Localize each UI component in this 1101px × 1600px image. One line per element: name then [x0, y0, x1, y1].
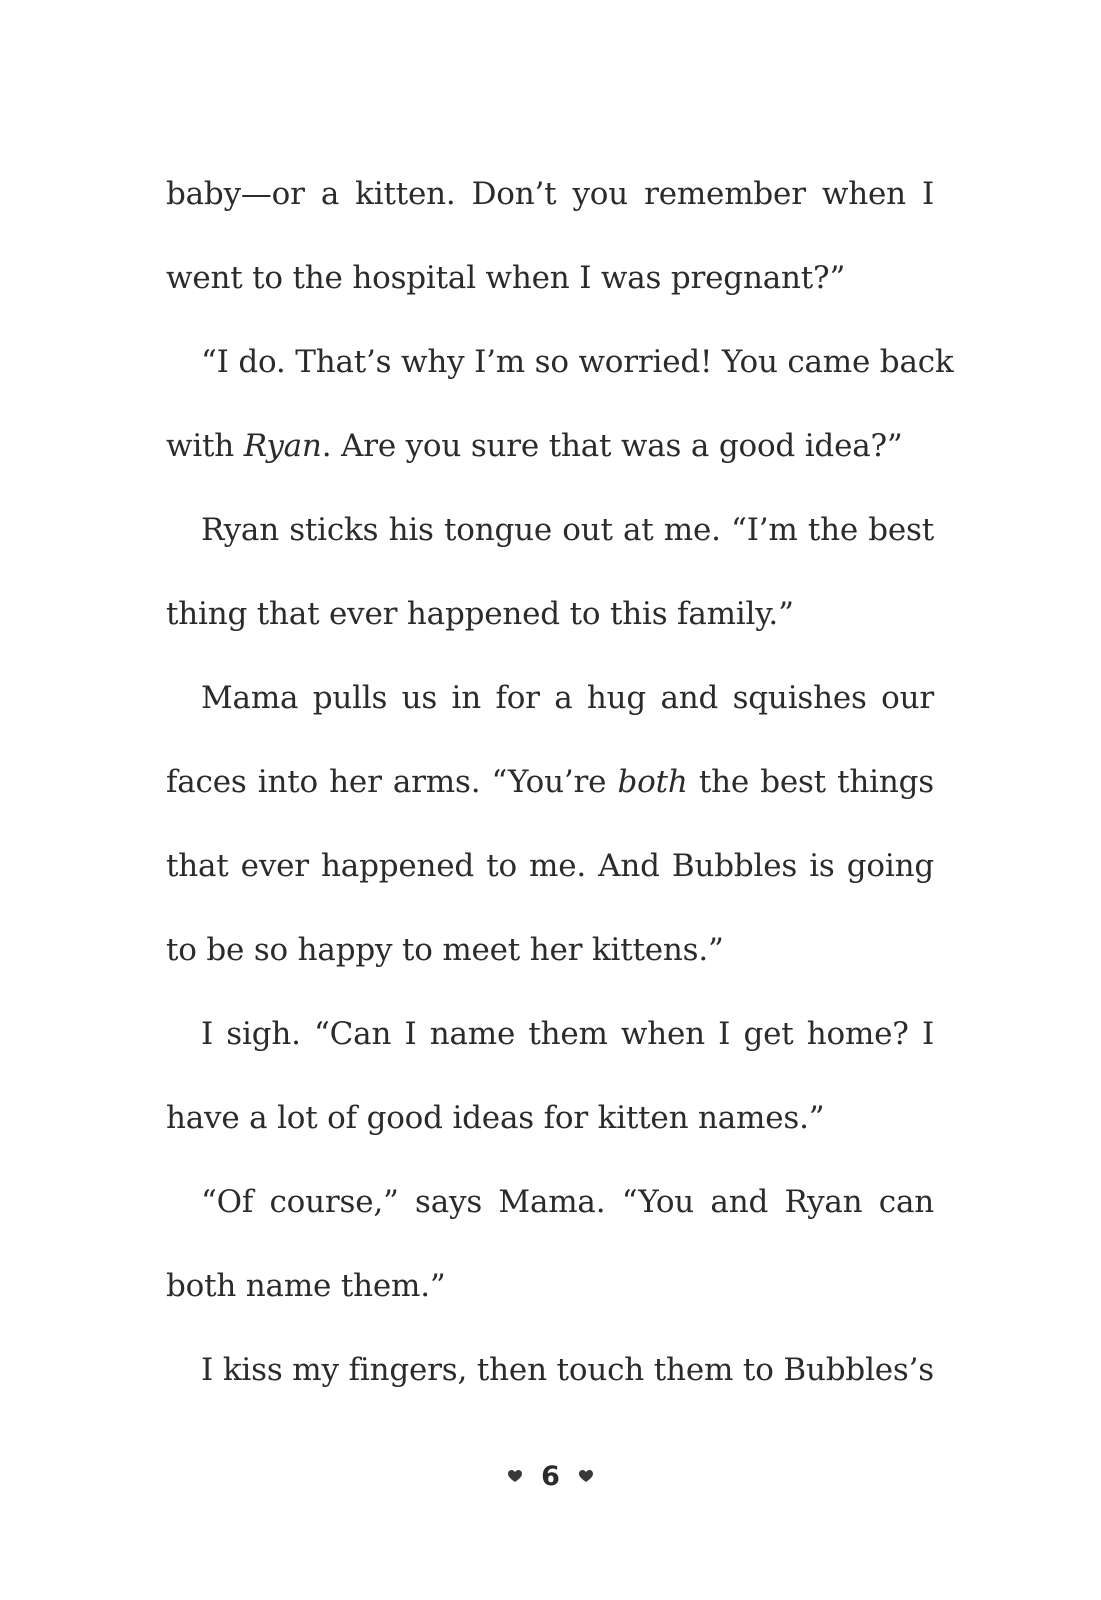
text-line: “Of course,” says Mama. “You and Ryan can: [201, 1184, 934, 1220]
page-footer: [0, 1456, 1101, 1496]
text-line: both name them.”: [166, 1268, 446, 1304]
italic-text: both: [617, 764, 688, 800]
heart-icon: [578, 1468, 594, 1484]
text-line: faces into her arms. “You’re both the best things: [166, 764, 934, 800]
text-line: Mama pulls us in for a hug and squishes our: [201, 680, 934, 716]
text-line: went to the hospital when I was pregnant?”: [166, 260, 846, 296]
page-number: 6: [541, 1460, 560, 1492]
text-line: to be so happy to meet her kittens.”: [166, 932, 724, 968]
text-line: I kiss my fingers, then touch them to Bubbles’s: [201, 1352, 934, 1388]
text-line: have a lot of good ideas for kitten names.”: [166, 1100, 825, 1136]
page-body: [166, 163, 954, 1423]
text-line: baby—or a kitten. Don’t you remember when I: [166, 176, 934, 212]
text-line: thing that ever happened to this family.”: [166, 596, 794, 632]
text-line: Ryan sticks his tongue out at me. “I’m the best: [201, 512, 934, 548]
italic-text: Ryan: [243, 428, 322, 464]
text-line: “I do. That’s why I’m so worried! You came back: [201, 344, 954, 380]
text-line: with Ryan. Are you sure that was a good idea?”: [166, 428, 903, 464]
heart-icon: [507, 1468, 523, 1484]
text-line: that ever happened to me. And Bubbles is going: [166, 848, 934, 884]
text-line: I sigh. “Can I name them when I get home? I: [201, 1016, 934, 1052]
